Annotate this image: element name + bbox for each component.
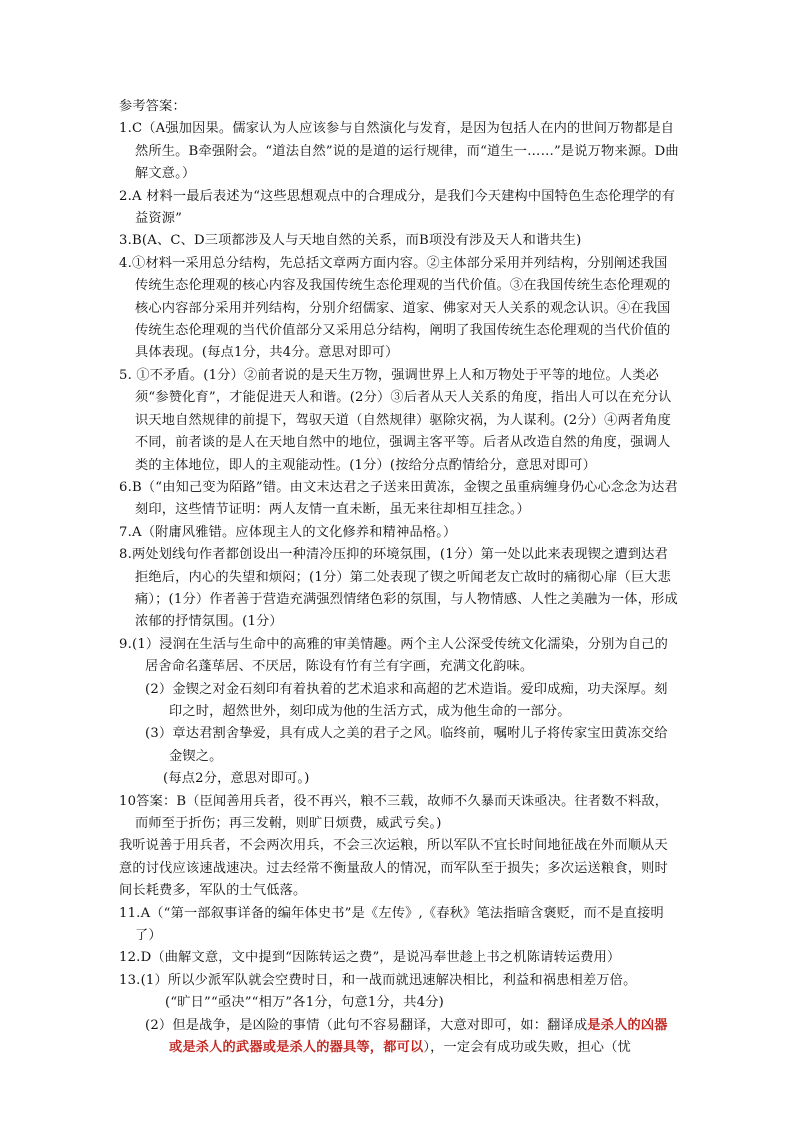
answer-13-part-2-end: ），一定会有成功或失败，担心（忧 <box>423 1040 631 1056</box>
answer-13 <box>119 970 679 1060</box>
answer-1: 1.C（A强加因果。儒家认为人应该参与自然演化与发育，是因为包括人在内的世间万物都是自然所生。B牵强附会。“道法自然”说的是道的运行规律，而“道生一……”是说万物来源。D曲解文意。） <box>119 121 679 182</box>
answer-7: 7.A（附庸风雅错。应体现主人的文化修养和精神品格。） <box>119 524 457 540</box>
answer-9-part-1: (1）浸润在生活与生命中的高雅的审美情趣。两个主人公深受传统文化濡染，分别为自己的居舍命名蓬荜居、不厌居，陈设有竹有兰有字画，充满文化韵味。 <box>131 636 669 675</box>
answer-11: 11.A（“第一部叙事详备的编年体史书”是《左传》,《春秋》笔法指暗含褒贬，而不是直接明了） <box>119 905 664 944</box>
answer-4: 4.①材料一采用总分结构，先总括文章两方面内容。②主体部分采用并列结构，分别阐述我国传统生态伦理观的核心内容及我国传统生态伦理观的当代价值。③在我国传统生态伦理观的核心内容部分采用并列结构，分别介绍儒家、道家、佛家对天人关系的观念认识。④在我国传统生态伦理观的当代价值部分又采用总分结构，阐明了我国传统生态伦理观的当代价值的具体表现。(每点1分，共4分。意思对即可） <box>119 255 671 361</box>
answer-9-note: (每点2分，意思对即可。) <box>163 771 310 787</box>
answer-12: 12.D（曲解文意，文中提到“因陈转运之费”，是说冯奉世趁上书之机陈请转运费用） <box>119 950 621 966</box>
answer-13-part-1-note: (“旷日”“亟决”“相万”各1分，句意1分，共4分) <box>165 995 444 1011</box>
answer-3: 3.B(A、C、D三项都涉及人与天地自然的关系，而B项没有涉及天人和谐共生) <box>119 233 582 249</box>
answer-9 <box>119 634 679 791</box>
answer-6: 6.B（“由知己变为陌路”错。由文末达君之子送来田黄冻，金锲之虽重病缠身仍心心念念为达君刻印，这些情节证明：两人友情一直未断，虽无来往却相互挂念。） <box>119 479 678 518</box>
answer-9-part-3: (3）章达君割舍挚爱，具有成人之美的君子之风。临终前，嘱咐儿子将传家宝田黄冻交给金锲之。 <box>145 726 668 764</box>
answer-10: 10答案：B（臣闻善用兵者，役不再兴，粮不三载，故师不久暴而天诛亟决。往者数不料敌，而师至于折伤；再三发軵，则旷日烦费，威武亏矣。) <box>119 793 669 831</box>
answer-13-part-2-start: (2）但是战争，是凶险的事情（此句不容易翻译，大意对即可，如：翻译成 <box>145 1017 588 1033</box>
answer-9-number: 9. <box>119 636 132 652</box>
answer-2: 2.A 材料一最后表述为“这些思想观点中的合理成分，是我们今天建构中国特色生态伦理学的有益资源” <box>119 188 676 227</box>
document-heading: 参考答案： <box>119 99 186 114</box>
answer-9-part-2: (2）金锲之对金石刻印有着执着的艺术追求和高超的艺术造诣。爱印成痴，功夫深厚。刻印之时，超然世外，刻印成为他的生活方式，成为他生命的一部分。 <box>145 681 668 719</box>
answer-document <box>119 96 679 1059</box>
answer-5: 5. ①不矛盾。(1分）②前者说的是天生万物，强调世界上人和万物处于平等的地位。人类必须“参赞化育”，才能促进天人和谐。(2分）③后者从天人关系的角度，指出人可以在充分认识天地自然规律的前提下，驾驭天道（自然规律）驱除灾祸，为人谋利。(2分）④两者角度不同，前者谈的是人在天地自然中的地位，强调主客平等。后者从改造自然的角度，强调人类的主体地位，即人的主观能动性。(1分）(按给分点酌情给分，意思对即可） <box>119 367 672 473</box>
answer-8: 8.两处划线句作者都创设出一种清冷压抑的环境氛围，(1分）第一处以此来表现锲之遭到达君拒绝后，内心的失望和烦闷；(1分）第二处表现了锲之听闻老友亡故时的痛彻心扉（巨大悲痛）；(1分）作者善于营造充满强烈情绪色彩的氛围，与人物情感、人性之美融为一体，形成浓郁的抒情氛围。(1分） <box>119 547 678 630</box>
answer-10-translation: 我听说善于用兵者，不会两次用兵，不会三次运粮，所以军队不宜长时间地征战在外而顺从天意的讨伐应该速战速决。过去经常不衡量敌人的情况，而军队至于损失；多次运送粮食，则时间长耗费多，军队的士气低落。 <box>119 838 668 899</box>
answer-13-part-2-highlight: 是杀人的凶器或是杀人的武器或是杀人的器具等，都可以 <box>169 1017 668 1056</box>
answer-13-part-1: 13.(1）所以少派军队就会空费时日，和一战而就迅速解决相比，利益和祸患相差万倍。 <box>119 972 637 988</box>
